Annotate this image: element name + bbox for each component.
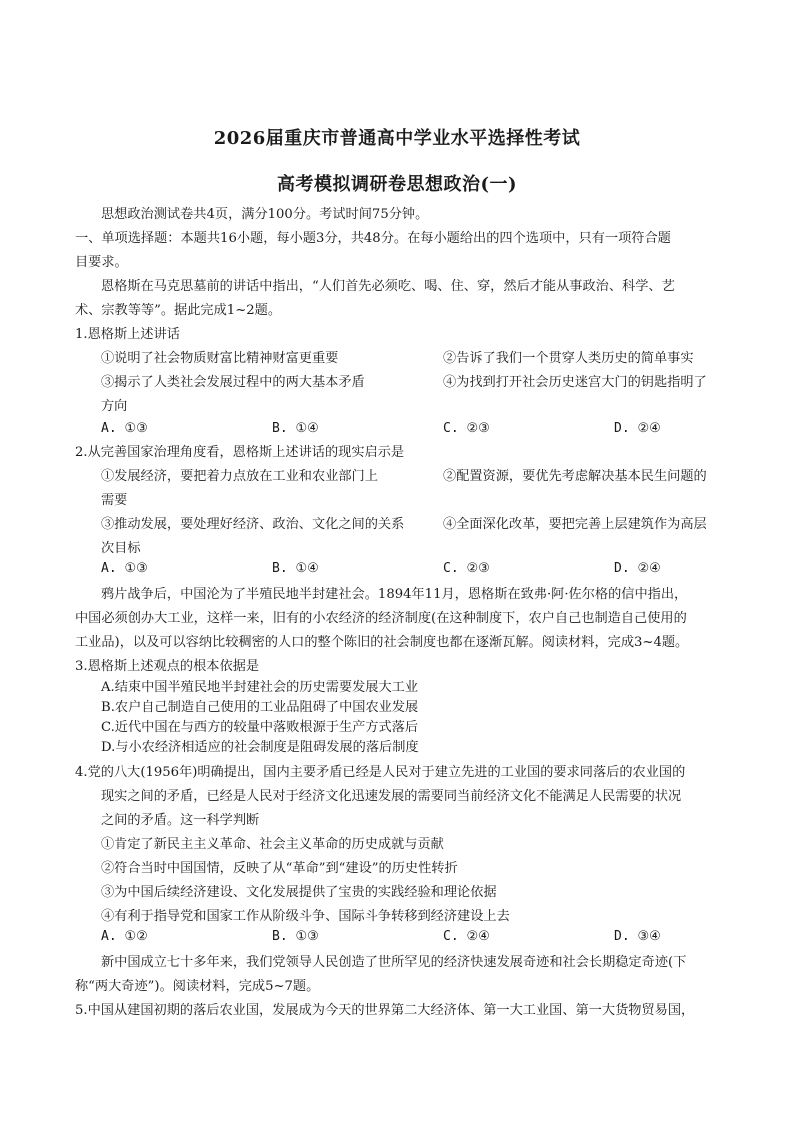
exam-intro: 思想政治测试卷共4页，满分100分。考试时间75分钟。 — [101, 207, 429, 222]
material-2: 鸦片战争后，中国沦为了半殖民地半封建社会。1894年11月，恩格斯在致弗·阿·佐尔格的信中指出， — [101, 587, 688, 602]
question-4-option-b[interactable]: B. ①③ — [272, 929, 319, 944]
question-2-statement-4: ④全面深化改革，要把完善上层建筑作为高层 — [443, 517, 707, 532]
question-4-statement-3: ③为中国后续经济建设、文化发展提供了宝贵的实践经验和理论依据 — [101, 885, 497, 900]
question-2-statement-2-cont: 需要 — [101, 493, 128, 508]
question-4-stem: 4.党的八大(1956年)明确提出，国内主要矛盾已经是人民对于建立先进的工业国的要求同落后的农业国的 — [75, 765, 686, 780]
material-1: 恩格斯在马克思墓前的讲话中指出，“人们首先必须吃、喝、住、穿，然后才能从事政治、科学、艺 — [101, 279, 675, 294]
question-1-option-c[interactable]: C. ②③ — [443, 421, 490, 436]
question-3-option-a[interactable]: A.结束中国半殖民地半封建社会的历史需要发展大工业 — [101, 680, 419, 695]
material-2-cont-1: 中国必须创办大工业，这样一来，旧有的小农经济的经济制度(在这种制度下，农户自己也制造自己使用的 — [75, 611, 687, 626]
exam-title: 2026届重庆市普通高中学业水平选择性考试 — [213, 128, 581, 149]
question-4-stem-cont-1: 现实之间的矛盾，已经是人民对于经济文化迅速发展的需要同当前经济文化不能满足人民需要的状况 — [101, 789, 682, 804]
question-4-stem-cont-2: 之间的矛盾。这一科学判断 — [101, 813, 260, 828]
question-4-statement-4: ④有利于指导党和国家工作从阶级斗争、国际斗争转移到经济建设上去 — [101, 909, 510, 924]
question-3-option-c[interactable]: C.近代中国在与西方的较量中落败根源于生产方式落后 — [101, 720, 419, 735]
question-4-option-d[interactable]: D. ③④ — [614, 929, 661, 944]
question-1-stem: 1.恩格斯上述讲话 — [75, 327, 180, 342]
question-4-statement-2: ②符合当时中国国情，反映了从“革命”到“建设”的历史性转折 — [101, 861, 458, 876]
material-3-cont: 称“两大奇迹”)。阅读材料，完成5~7题。 — [75, 979, 320, 994]
question-1-statement-4-cont: 方向 — [101, 399, 128, 414]
question-2-option-a[interactable]: A. ①③ — [101, 561, 148, 576]
question-1-option-d[interactable]: D. ②④ — [614, 421, 661, 436]
question-2-statement-2: ②配置资源，要优先考虑解决基本民生问题的 — [443, 469, 707, 484]
question-2-option-d[interactable]: D. ②④ — [614, 561, 661, 576]
question-2-statement-4-cont: 次目标 — [101, 541, 141, 556]
question-4-statement-1: ①肯定了新民主主义革命、社会主义革命的历史成就与贡献 — [101, 837, 444, 852]
material-3: 新中国成立七十多年来，我们党领导人民创造了世所罕见的经济快速发展奇迹和社会长期稳定奇迹(下 — [101, 955, 687, 970]
question-1-statement-1: ①说明了社会物质财富比精神财富更重要 — [101, 351, 339, 366]
question-3-option-b[interactable]: B.农户自己制造自己使用的工业品阻碍了中国农业发展 — [101, 700, 419, 715]
question-3-stem: 3.恩格斯上述观点的根本依据是 — [75, 659, 260, 674]
section-heading: 一、单项选择题：本题共16小题，每小题3分，共48分。在每小题给出的四个选项中，只有一项符合题 — [75, 231, 671, 246]
material-1-cont: 术、宗教等等”。据此完成1~2题。 — [75, 303, 282, 318]
question-1-option-a[interactable]: A. ①③ — [101, 421, 148, 436]
question-2-option-c[interactable]: C. ②③ — [443, 561, 490, 576]
question-3-option-d[interactable]: D.与小农经济相适应的社会制度是阻碍发展的落后制度 — [101, 740, 419, 755]
section-heading-cont: 目要求。 — [75, 255, 128, 270]
question-5-stem: 5.中国从建国初期的落后农业国，发展成为今天的世界第二大经济体、第一大工业国、第一大货物贸易国， — [75, 1003, 695, 1018]
question-2-statement-3: ③推动发展，要处理好经济、政治、文化之间的关系 — [101, 517, 405, 532]
question-2-statement-1: ①发展经济，要把着力点放在工业和农业部门上 — [101, 469, 378, 484]
question-1-statement-2: ②告诉了我们一个贯穿人类历史的简单事实 — [443, 351, 694, 366]
question-4-option-c[interactable]: C. ②④ — [443, 929, 490, 944]
question-1-statement-4: ④为找到打开社会历史迷宫大门的钥匙指明了 — [443, 375, 707, 390]
question-1-statement-3: ③揭示了人类社会发展过程中的两大基本矛盾 — [101, 375, 365, 390]
exam-subtitle: 高考模拟调研卷思想政治(一) — [276, 174, 518, 195]
question-2-option-b[interactable]: B. ①④ — [272, 561, 319, 576]
question-1-option-b[interactable]: B. ①④ — [272, 421, 319, 436]
question-4-option-a[interactable]: A. ①② — [101, 929, 148, 944]
question-2-stem: 2.从完善国家治理角度看，恩格斯上述讲话的现实启示是 — [75, 445, 405, 460]
material-2-cont-2: 工业品)，以及可以容纳比较稠密的人口的整个陈旧的社会制度也都在逐渐瓦解。阅读材料，完成3~4题。 — [75, 635, 689, 650]
